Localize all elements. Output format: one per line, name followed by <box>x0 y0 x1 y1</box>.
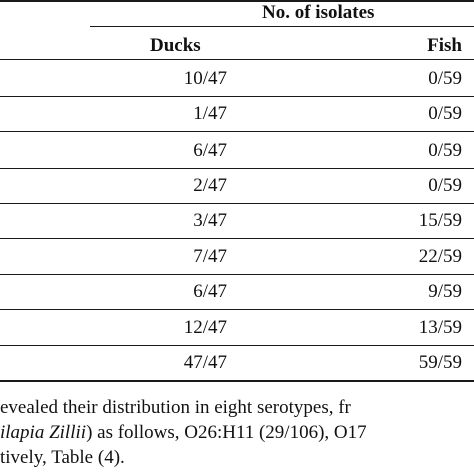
cell-ducks: 3/47 <box>193 210 227 231</box>
paragraph-line <box>0 422 367 444</box>
row-divider <box>0 96 474 97</box>
cell-ducks: 10/47 <box>183 68 227 89</box>
row-divider <box>0 203 474 204</box>
cell-ducks: 6/47 <box>193 140 227 161</box>
table-top-border <box>0 0 474 2</box>
cell-fish: 0/59 <box>428 140 462 161</box>
cell-ducks: 1/47 <box>193 103 227 124</box>
row-divider <box>0 309 474 310</box>
cell-ducks-total: 47/47 <box>183 352 227 373</box>
group-header: No. of isolates <box>262 2 375 23</box>
cell-fish-total: 59/59 <box>418 352 462 373</box>
row-divider <box>0 131 474 132</box>
cell-ducks: 2/47 <box>193 175 227 196</box>
row-divider <box>0 168 474 169</box>
row-divider <box>0 345 474 346</box>
cell-ducks: 12/47 <box>183 317 227 338</box>
cell-fish: 0/59 <box>428 103 462 124</box>
table-bottom-border <box>0 380 474 382</box>
paragraph-text: ) as follows, O26:H11 (29/106), O17 <box>86 422 367 443</box>
column-header-ducks: Ducks <box>150 35 201 56</box>
header-bottom-border <box>0 59 474 60</box>
group-header-underline <box>90 26 474 27</box>
cell-ducks: 7/47 <box>193 246 227 267</box>
cell-fish: 9/59 <box>428 281 462 302</box>
column-header-fish: Fish <box>427 35 462 56</box>
cell-fish: 13/59 <box>418 317 462 338</box>
cell-fish: 15/59 <box>418 210 462 231</box>
row-divider <box>0 238 474 239</box>
species-name: ilapia Zillii <box>0 422 87 443</box>
cell-ducks: 6/47 <box>193 281 227 302</box>
cell-fish: 22/59 <box>418 246 462 267</box>
paragraph-line: evealed their distribution in eight serotypes, fr <box>0 397 351 418</box>
cell-fish: 0/59 <box>428 68 462 89</box>
cell-fish: 0/59 <box>428 175 462 196</box>
paragraph-line: tively, Table (4). <box>0 447 125 468</box>
row-divider <box>0 274 474 275</box>
